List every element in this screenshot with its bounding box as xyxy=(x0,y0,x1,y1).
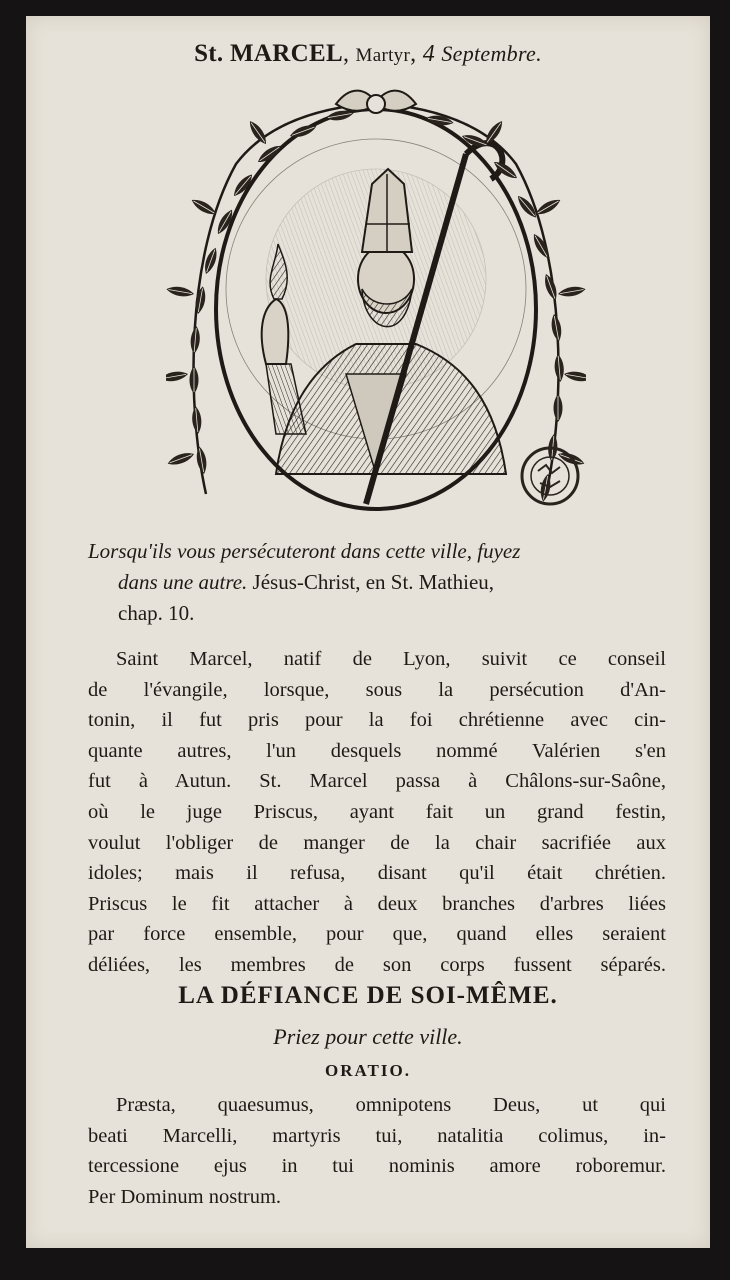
body-line: de l'évangile, lorsque, sous la persécution d'An- xyxy=(88,678,666,701)
body-line: idoles; mais il refusa, disant qu'il était chrétien. xyxy=(88,862,666,885)
body-line: tonin, il fut pris pour la foi chrétienne avec cin- xyxy=(88,709,666,732)
feast-month: Septembre. xyxy=(441,41,542,66)
body-line: Priscus le fit attacher à deux branches d'arbres liées xyxy=(88,892,666,915)
biography-text xyxy=(88,644,666,981)
body-line: où le juge Priscus, ayant fait un grand festin, xyxy=(88,800,666,823)
gospel-quote xyxy=(88,536,688,629)
oratio-line: Per Dominum nostrum. xyxy=(88,1185,282,1208)
oratio-line: Præsta, quaesumus, omnipotens Deus, ut qui xyxy=(116,1094,666,1116)
ribbon-bow xyxy=(336,91,416,113)
library-stamp xyxy=(516,441,584,511)
oratio-title: ORATIO. xyxy=(325,1061,411,1080)
body-line: voulut l'obliger de manger de la chair sacrifiée aux xyxy=(88,831,666,854)
oratio-text xyxy=(88,1090,666,1212)
section-title: LA DÉFIANCE DE SOI-MÊME. xyxy=(178,982,558,1009)
card-heading xyxy=(26,40,710,68)
body-line: par force ensemble, pour que, quand elles seraient xyxy=(88,923,666,946)
oratio-line: tercessione ejus in tui nominis amore roboremur. xyxy=(88,1155,666,1178)
oratio-line: beati Marcelli, martyris tui, natalitia colimus, in- xyxy=(88,1124,666,1147)
quote-source: Jésus-Christ, en St. Mathieu, xyxy=(247,570,495,594)
saint-name: St. MARCEL xyxy=(194,40,343,67)
quote-chapter: chap. 10. xyxy=(118,601,195,625)
body-line: Saint Marcel, natif de Lyon, suivit ce conseil xyxy=(116,648,666,670)
quote-text-line1: Lorsqu'ils vous persécuteront dans cette ville, fuyez xyxy=(88,539,521,563)
body-line: fut à Autun. St. Marcel passa à Châlons-sur-Saône, xyxy=(88,770,666,793)
quote-text-line2: dans une autre. xyxy=(118,570,248,594)
devotional-card xyxy=(26,16,710,1248)
body-line: quante autres, l'un desquels nommé Valérien s'en xyxy=(88,739,666,762)
feast-day: 4 xyxy=(422,41,436,67)
heading-separator: , xyxy=(410,41,423,67)
prayer-caption: Priez pour cette ville. xyxy=(273,1024,463,1049)
heading-separator: , xyxy=(342,41,356,67)
martyr-label: Martyr xyxy=(355,45,411,66)
body-line: déliées, les membres de son corps fussent séparés. xyxy=(88,953,666,976)
